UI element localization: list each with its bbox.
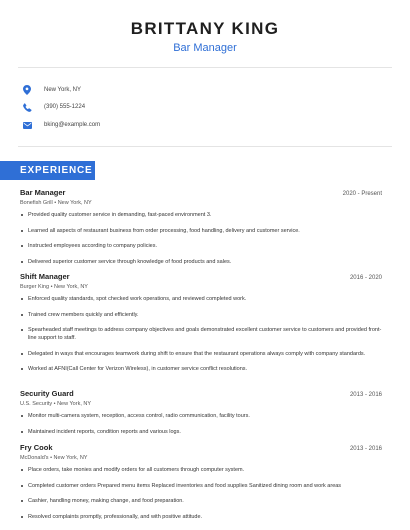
bullet-item: Worked at AFNI(Call Center for Verizon Wireless), in customer service conflict resolutions.	[20, 365, 382, 373]
job-company: McDonald's	[20, 455, 49, 461]
job-role: Security Guard	[20, 389, 74, 398]
envelope-icon	[22, 120, 32, 130]
contact-phone	[22, 101, 85, 113]
job-entry	[20, 443, 382, 528]
bullet-item: Monitor multi-camera system, reception, access control, radio communication, facility tours.	[20, 412, 382, 420]
job-entry	[20, 188, 382, 273]
contact-divider	[18, 146, 392, 147]
bullet-item: Trained crew members quickly and efficiently.	[20, 311, 382, 319]
resume-header	[0, 18, 410, 55]
job-bullets	[20, 412, 382, 436]
bullet-item: Delegated in ways that encourages teamwork during shift to ensure that the restaurant operations always comply with company standards.	[20, 350, 382, 358]
job-company-line: McDonald's • New York, NY	[20, 455, 88, 461]
job-bullets	[20, 211, 382, 266]
phone-icon	[22, 102, 32, 112]
job-bullets	[20, 466, 382, 521]
candidate-title: Bar Manager	[173, 42, 237, 54]
bullet-item: Provided quality customer service in demanding, fast-paced environment 3.	[20, 211, 382, 219]
job-dates: 2020 - Present	[342, 191, 382, 197]
job-role: Bar Manager	[20, 188, 66, 197]
job-company: Bonefish Grill	[20, 200, 53, 206]
job-location: New York, NY	[54, 284, 88, 290]
job-role: Fry Cook	[20, 443, 53, 452]
candidate-name: BRITTANY KING	[130, 19, 280, 38]
job-location: New York, NY	[57, 401, 92, 407]
job-entry	[20, 272, 382, 381]
job-company-line: Bonefish Grill • New York, NY	[20, 200, 92, 206]
job-company-line: U.S. Security • New York, NY	[20, 401, 92, 407]
email-text: bking@example.com	[44, 122, 101, 128]
job-role: Shift Manager	[20, 272, 70, 281]
contact-location	[22, 84, 81, 96]
job-company-line: Burger King • New York, NY	[20, 284, 88, 290]
bullet-item: Instructed employees according to company policies.	[20, 242, 382, 250]
bullet-item: Maintained incident reports, condition reports and various logs.	[20, 428, 382, 436]
bullet-item: Resolved complaints promptly, professionally, and with positive attitude.	[20, 513, 382, 521]
bullet-item: Place orders, take monies and modify orders for all customers through computer system.	[20, 466, 382, 474]
location-pin-icon	[22, 85, 32, 95]
header-divider	[18, 67, 392, 68]
job-dates: 2013 - 2016	[349, 446, 382, 452]
job-location: New York, NY	[57, 200, 92, 206]
phone-text: (390) 555-1224	[44, 104, 86, 110]
job-bullets	[20, 295, 382, 373]
location-text: New York, NY	[44, 87, 82, 93]
job-dates: 2016 - 2020	[349, 275, 382, 281]
bullet-item: Enforced quality standards, spot checked work operations, and reviewed completed work.	[20, 295, 382, 303]
bullet-item: Learned all aspects of restaurant business from order processing, food handling, delivery and customer service.	[20, 227, 382, 235]
job-location: New York, NY	[53, 455, 88, 461]
bullet-item: Spearheaded staff meetings to address company objectives and goals demonstrated excellent customer service to customers and provided front-line support to staff.	[20, 326, 382, 342]
job-company: U.S. Security	[20, 401, 53, 407]
contact-email	[22, 119, 100, 131]
bullet-item: Cashier, handling money, making change, and food preparation.	[20, 497, 382, 505]
job-entry	[20, 389, 382, 443]
job-dates: 2013 - 2016	[349, 392, 382, 398]
job-company: Burger King	[20, 284, 50, 290]
bullet-item: Delivered superior customer service through knowledge of food products and sales.	[20, 258, 382, 266]
section-title-experience: EXPERIENCE	[20, 165, 93, 176]
bullet-item: Completed customer orders Prepared menu items Replaced inventories and food supplies Sanitized dining room and work areas	[20, 482, 382, 490]
